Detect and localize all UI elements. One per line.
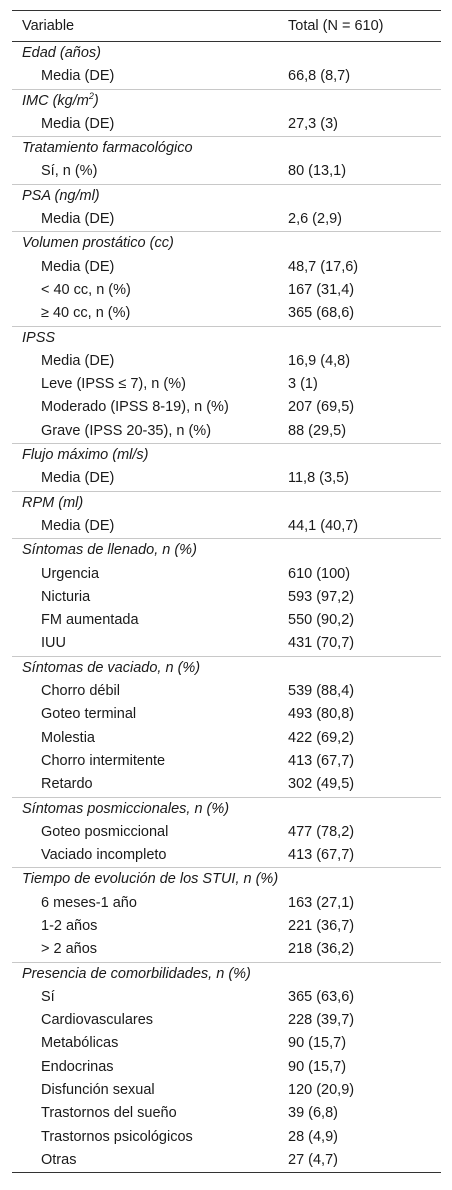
row-label: > 2 años: [41, 941, 98, 958]
group-label: Síntomas de llenado, n (%): [22, 542, 197, 559]
row-value: 167 (31,4): [288, 281, 355, 298]
table-row: [12, 467, 441, 490]
table-body: [12, 42, 441, 1172]
row-value: 218 (36,2): [288, 941, 355, 958]
table-group-row: [12, 184, 441, 208]
row-value: 477 (78,2): [288, 823, 355, 840]
row-value: 39 (6,8): [288, 1105, 338, 1122]
data-table: [12, 10, 441, 1173]
table-row: [12, 256, 441, 279]
table-row: [12, 773, 441, 796]
row-label: Sí, n (%): [41, 163, 98, 180]
table-group-row: [12, 231, 441, 255]
row-label: FM aumentada: [41, 612, 139, 629]
table-row: [12, 279, 441, 302]
table-group-row: [12, 797, 441, 821]
row-value: 493 (80,8): [288, 706, 355, 723]
group-label: PSA (ng/ml): [22, 187, 100, 204]
row-value: 550 (90,2): [288, 612, 355, 629]
row-label: Grave (IPSS 20-35), n (%): [41, 422, 212, 439]
table-row: [12, 915, 441, 938]
table-group-row: [12, 962, 441, 986]
row-label: 1-2 años: [41, 917, 98, 934]
row-label: Nicturia: [41, 588, 91, 605]
row-label: Media (DE): [41, 211, 115, 228]
row-label: < 40 cc, n (%): [41, 281, 131, 298]
row-label: Trastornos psicológicos: [41, 1128, 193, 1145]
table-row: [12, 1079, 441, 1102]
table-group-row: [12, 538, 441, 562]
row-value: 11,8 (3,5): [288, 470, 349, 487]
row-label: Chorro débil: [41, 683, 120, 700]
table-header: [12, 11, 441, 41]
group-label: Tiempo de evolución de los STUI, n (%): [22, 871, 279, 888]
row-value: 539 (88,4): [288, 683, 355, 700]
row-value: 88 (29,5): [288, 422, 347, 439]
row-label: Vaciado incompleto: [41, 847, 167, 864]
table-row: [12, 821, 441, 844]
row-label: Retardo: [41, 776, 93, 793]
row-value: 365 (63,6): [288, 988, 355, 1005]
table-row: [12, 727, 441, 750]
header-variable: Variable: [22, 18, 75, 34]
table-row: [12, 609, 441, 632]
table-row: [12, 1032, 441, 1055]
row-value: 163 (27,1): [288, 894, 355, 911]
row-value: 228 (39,7): [288, 1012, 355, 1029]
row-label: Molestia: [41, 729, 95, 746]
row-value: 3 (1): [288, 376, 318, 393]
table-group-row: [12, 136, 441, 160]
row-value: 593 (97,2): [288, 588, 355, 605]
row-value: 431 (70,7): [288, 635, 355, 652]
row-value: 207 (69,5): [288, 399, 355, 416]
row-value: 66,8 (8,7): [288, 68, 351, 85]
row-value: 16,9 (4,8): [288, 352, 351, 369]
group-label: IMC $(kg/m^2)$: [22, 90, 99, 109]
table-group-row: [12, 89, 441, 113]
header-total: Total (N = 610): [288, 18, 384, 34]
row-value: 28 (4,9): [288, 1128, 338, 1145]
row-value: 80 (13,1): [288, 163, 347, 180]
row-value: 120 (20,9): [288, 1082, 355, 1099]
table-group-row: [12, 656, 441, 680]
group-label: Flujo máximo (ml/s): [22, 447, 149, 464]
table-row: [12, 373, 441, 396]
row-value: 365 (68,6): [288, 305, 355, 322]
row-label: Media (DE): [41, 115, 115, 132]
row-value: 90 (15,7): [288, 1058, 347, 1075]
table-group-row: [12, 867, 441, 891]
table-row: [12, 208, 441, 231]
row-label: ≥ 40 cc, n (%): [41, 305, 131, 322]
row-value: 413 (67,7): [288, 847, 355, 864]
group-label: Síntomas de vaciado, n (%): [22, 659, 201, 676]
row-value: 44,1 (40,7): [288, 517, 359, 534]
table-row: [12, 680, 441, 703]
row-label: Urgencia: [41, 565, 100, 582]
table-row: [12, 1102, 441, 1125]
row-label: Goteo posmiccional: [41, 823, 169, 840]
table-row: [12, 563, 441, 586]
table-row: [12, 420, 441, 443]
row-label: Disfunción sexual: [41, 1082, 155, 1099]
row-label: IUU: [41, 635, 66, 652]
group-label: Volumen prostático (cc): [22, 235, 174, 252]
row-value: 48,7 (17,6): [288, 258, 359, 275]
row-label: Cardiovasculares: [41, 1012, 154, 1029]
table-row: [12, 586, 441, 609]
row-label: Media (DE): [41, 258, 115, 275]
row-label: Otras: [41, 1151, 77, 1168]
row-label: Sí: [41, 988, 55, 1005]
table-row: [12, 396, 441, 419]
table-row: [12, 515, 441, 538]
table-row: [12, 302, 441, 325]
group-label: IPSS: [22, 329, 56, 346]
table-row: [12, 986, 441, 1009]
table-row: [12, 892, 441, 915]
row-value: 27 (4,7): [288, 1151, 338, 1168]
row-label: Metabólicas: [41, 1035, 119, 1052]
row-value: 302 (49,5): [288, 776, 355, 793]
row-label: Media (DE): [41, 352, 115, 369]
table-row: [12, 1149, 441, 1172]
row-value: 2,6 (2,9): [288, 211, 342, 228]
row-value: 422 (69,2): [288, 729, 355, 746]
table-row: [12, 844, 441, 867]
group-label: Edad (años): [22, 45, 101, 61]
table-row: [12, 1009, 441, 1032]
row-value: 221 (36,7): [288, 917, 355, 934]
table-group-row: [12, 42, 441, 65]
table-row: [12, 632, 441, 655]
row-value: 90 (15,7): [288, 1035, 347, 1052]
table-row: [12, 1056, 441, 1079]
row-value: 413 (67,7): [288, 752, 355, 769]
table-row: [12, 113, 441, 136]
row-label: Leve (IPSS ≤ 7), n (%): [41, 376, 186, 393]
table-group-row: [12, 491, 441, 515]
table-row: [12, 750, 441, 773]
group-label: Tratamiento farmacológico: [22, 140, 193, 157]
row-label: Media (DE): [41, 68, 115, 85]
table-row: [12, 350, 441, 373]
table-group-row: [12, 326, 441, 350]
row-label: Goteo terminal: [41, 706, 137, 723]
group-label: RPM (ml): [22, 494, 84, 511]
table-row: [12, 938, 441, 961]
row-label: Media (DE): [41, 470, 115, 487]
group-label: Síntomas posmiccionales, n (%): [22, 800, 230, 817]
row-label: Endocrinas: [41, 1058, 114, 1075]
row-label: Trastornos del sueño: [41, 1105, 177, 1122]
table-row: [12, 1126, 441, 1149]
table-row: [12, 160, 441, 183]
row-label: Moderado (IPSS 8-19), n (%): [41, 399, 229, 416]
row-value: 610 (100): [288, 565, 351, 582]
row-label: Media (DE): [41, 517, 115, 534]
group-label: Presencia de comorbilidades, n (%): [22, 965, 251, 982]
bottom-rule: [12, 1172, 441, 1173]
table-row: [12, 703, 441, 726]
table-row: [12, 65, 441, 88]
row-value: 27,3 (3): [288, 115, 338, 132]
row-label: Chorro intermitente: [41, 752, 166, 769]
row-label: 6 meses-1 año: [41, 894, 137, 911]
table-group-row: [12, 443, 441, 467]
